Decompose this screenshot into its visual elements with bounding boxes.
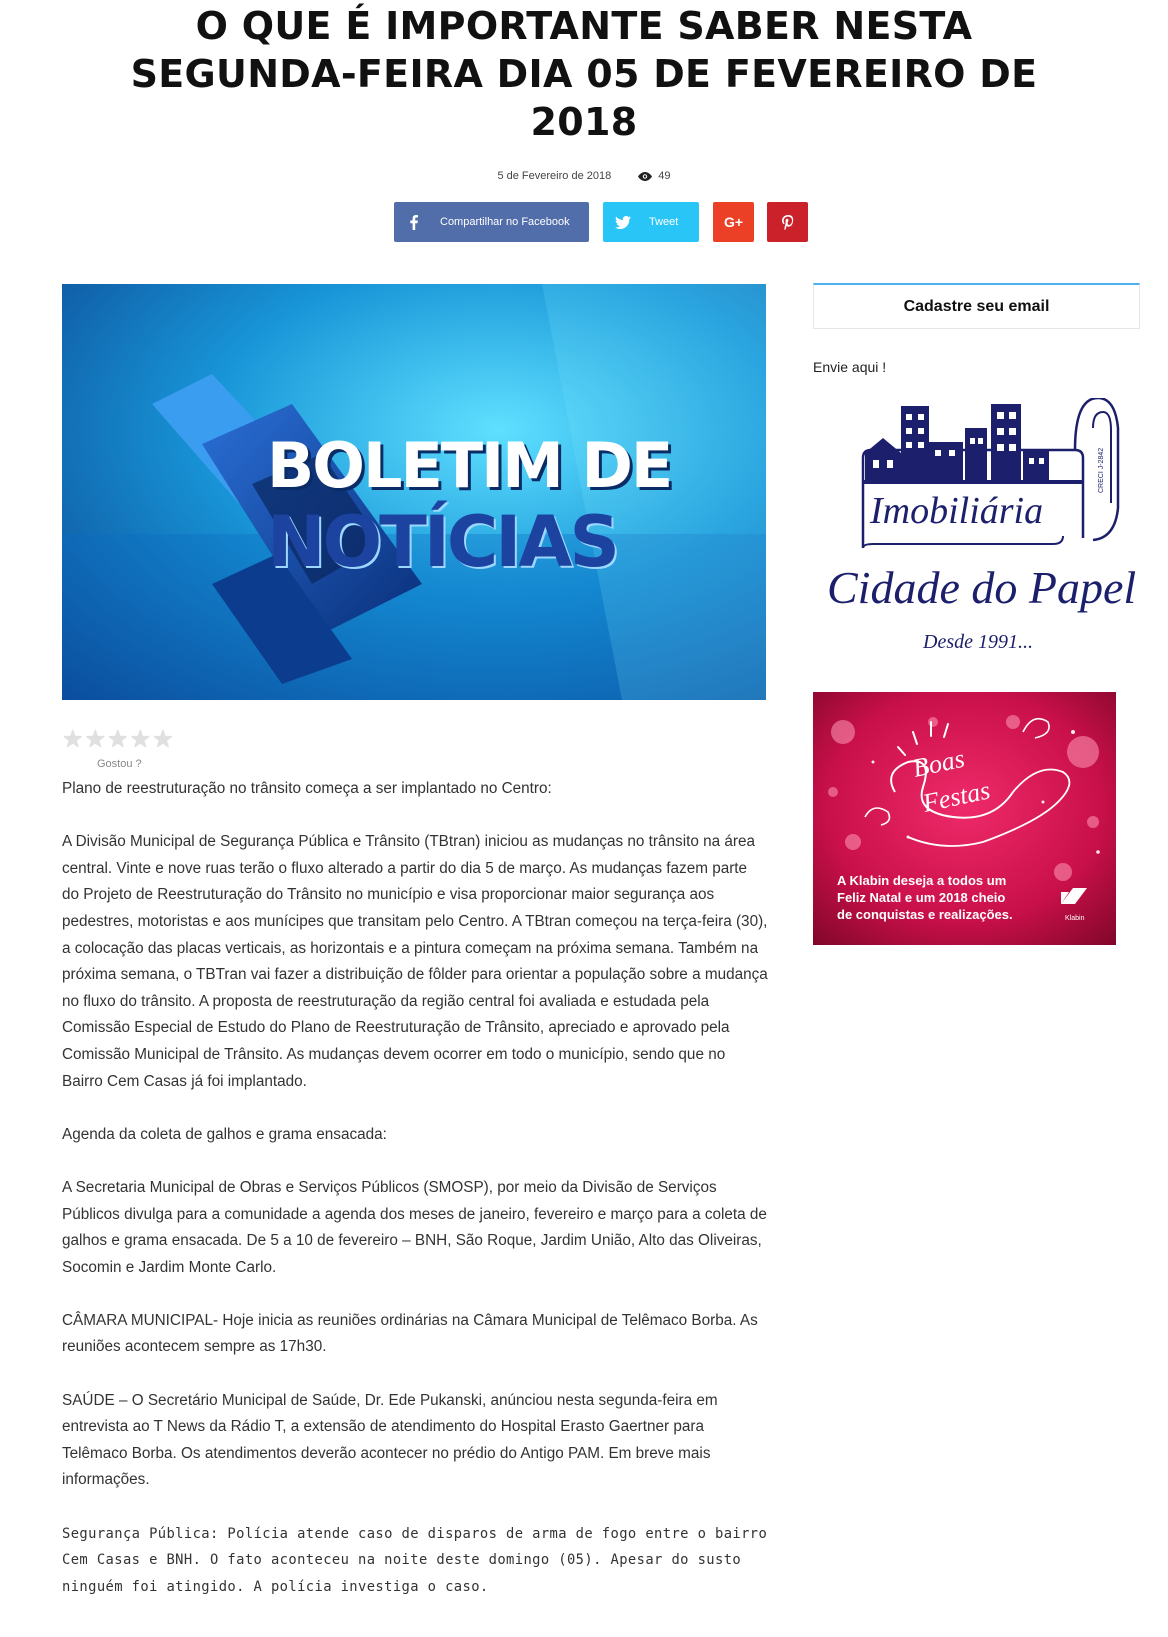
facebook-icon [394,215,434,230]
creci-text: CRECI J-2842 [1098,447,1105,493]
klabin-message1: A Klabin deseja a todos um [837,873,1007,888]
views-counter [638,170,670,182]
star-rating[interactable] [62,728,174,752]
twitter-icon [603,216,643,229]
rating-label: Gostou ? [97,758,142,770]
imobiliaria-ad[interactable] [813,398,1143,666]
article-paragraph: CÂMARA MUNICIPAL- Hoje inicia as reuniões ordinárias na Câmara Municipal de Telêmaco Borba. As reuniões acontecem sempre as 17h30. [62,1311,758,1356]
email-widget-text: Envie aqui ! [813,359,887,375]
article-paragraph: Agenda da coleta de galhos e grama ensacada: [62,1125,387,1143]
star-icon[interactable]: ★ [84,726,107,753]
star-icon[interactable]: ★ [107,726,129,753]
hero-image [62,284,766,700]
article-paragraph: Segurança Pública: Polícia atende caso de disparos de arma de fogo entre o bairro Cem Casas e BNH. O fato aconteceu na noite deste domingo (05). Apesar do susto ninguém foi atingido. A polícia investiga o caso. [62,1525,768,1595]
star-icon[interactable]: ★ [152,726,174,753]
views-count: 49 [658,170,671,183]
article-body [62,776,768,1627]
eye-icon [638,172,652,181]
article-title: O QUE É IMPORTANTE SABER NESTA SEGUNDA-FEIRA DIA 05 DE FEVEREIRO DE 2018 [130,4,1038,144]
facebook-share-button[interactable] [394,202,589,242]
hero-title-line1: BOLETIM DE [267,429,672,502]
hero-title-line2: NOTÍCIAS [267,501,617,583]
klabin-ad[interactable] [813,692,1116,945]
star-icon[interactable]: ★ [62,726,84,753]
tweet-label: Tweet [649,216,679,228]
article-paragraph: Plano de reestruturação no trânsito começa a ser implantado no Centro: [62,780,552,797]
article-paragraph: A Divisão Municipal de Segurança Pública e Trânsito (TBtran) iniciou as mudanças no trânsito na área central. Vinte e nove ruas terão o fluxo alterado a partir do dia 5 de março. As mudanças fazem parte do Projeto de Reestruturação do Trânsito no município e visa proporcionar maior segurança aos pedestres, motoristas e aos munícipes que transitam pelo Centro. A TBtran começou na terça-feira (30), a colocação das placas verticais, as horizontais e a pintura começam na próxima semana. Também na próxima semana, o TBTran vai fazer a distribuição de fôlder para orientar a população sobre a mudança no fluxo do trânsito. A proposta de reestruturação da região central foi avaliada e estudada pela Comissão Especial de Estudo do Plano de Reestruturação de Trânsito, apreciado e aprovado pela Comissão Municipal de Trânsito. As mudanças devem ocorrer em todo o município, sendo que no Bairro Cem Casas já foi implantado. [62,833,768,1090]
email-widget-title: Cadastre seu email [813,283,1140,329]
klabin-greeting1: Boas [910,743,968,783]
imobiliaria-line3: Desde 1991... [923,631,1033,653]
article-meta [0,170,1168,182]
klabin-message2: Feliz Natal e um 2018 cheio [837,890,1006,905]
tweet-button[interactable] [603,202,699,242]
imobiliaria-line2: Cidade do Papel [827,562,1137,613]
article-date: 5 de Fevereiro de 2018 [497,170,612,182]
star-icon[interactable]: ★ [129,726,152,753]
pinterest-icon [782,215,794,230]
imobiliaria-line1: Imobiliária [870,490,1044,532]
pinterest-share-button[interactable] [767,202,808,242]
klabin-brand: Klabin [1065,915,1085,922]
googleplus-icon: G+ [723,214,744,230]
klabin-greeting2: Festas [920,775,993,818]
article-paragraph: A Secretaria Municipal de Obras e Serviços Públicos (SMOSP), por meio da Divisão de Serviços Públicos divulga para a comunidade a agenda dos meses de janeiro, fevereiro e março para a coleta de galhos e grama ensacada. De 5 a 10 de fevereiro – BNH, São Roque, Jardim União, Alto das Oliveiras, Socomin e Jardim Monte Carlo. [62,1178,767,1276]
facebook-share-label: Compartilhar no Facebook [440,216,570,228]
klabin-message3: de conquistas e realizações. [837,907,1013,922]
article-paragraph: SAÚDE – O Secretário Municipal de Saúde, Dr. Ede Pukanski, anúnciou nesta segunda-feira em entrevista ao T News da Rádio T, a extensão de atendimento do Hospital Erasto Gaertner para Telêmaco Borba. Os atendimentos deverão acontecer no prédio do Antigo PAM. Em breve mais informações. [62,1391,718,1489]
googleplus-share-button[interactable] [713,202,754,242]
